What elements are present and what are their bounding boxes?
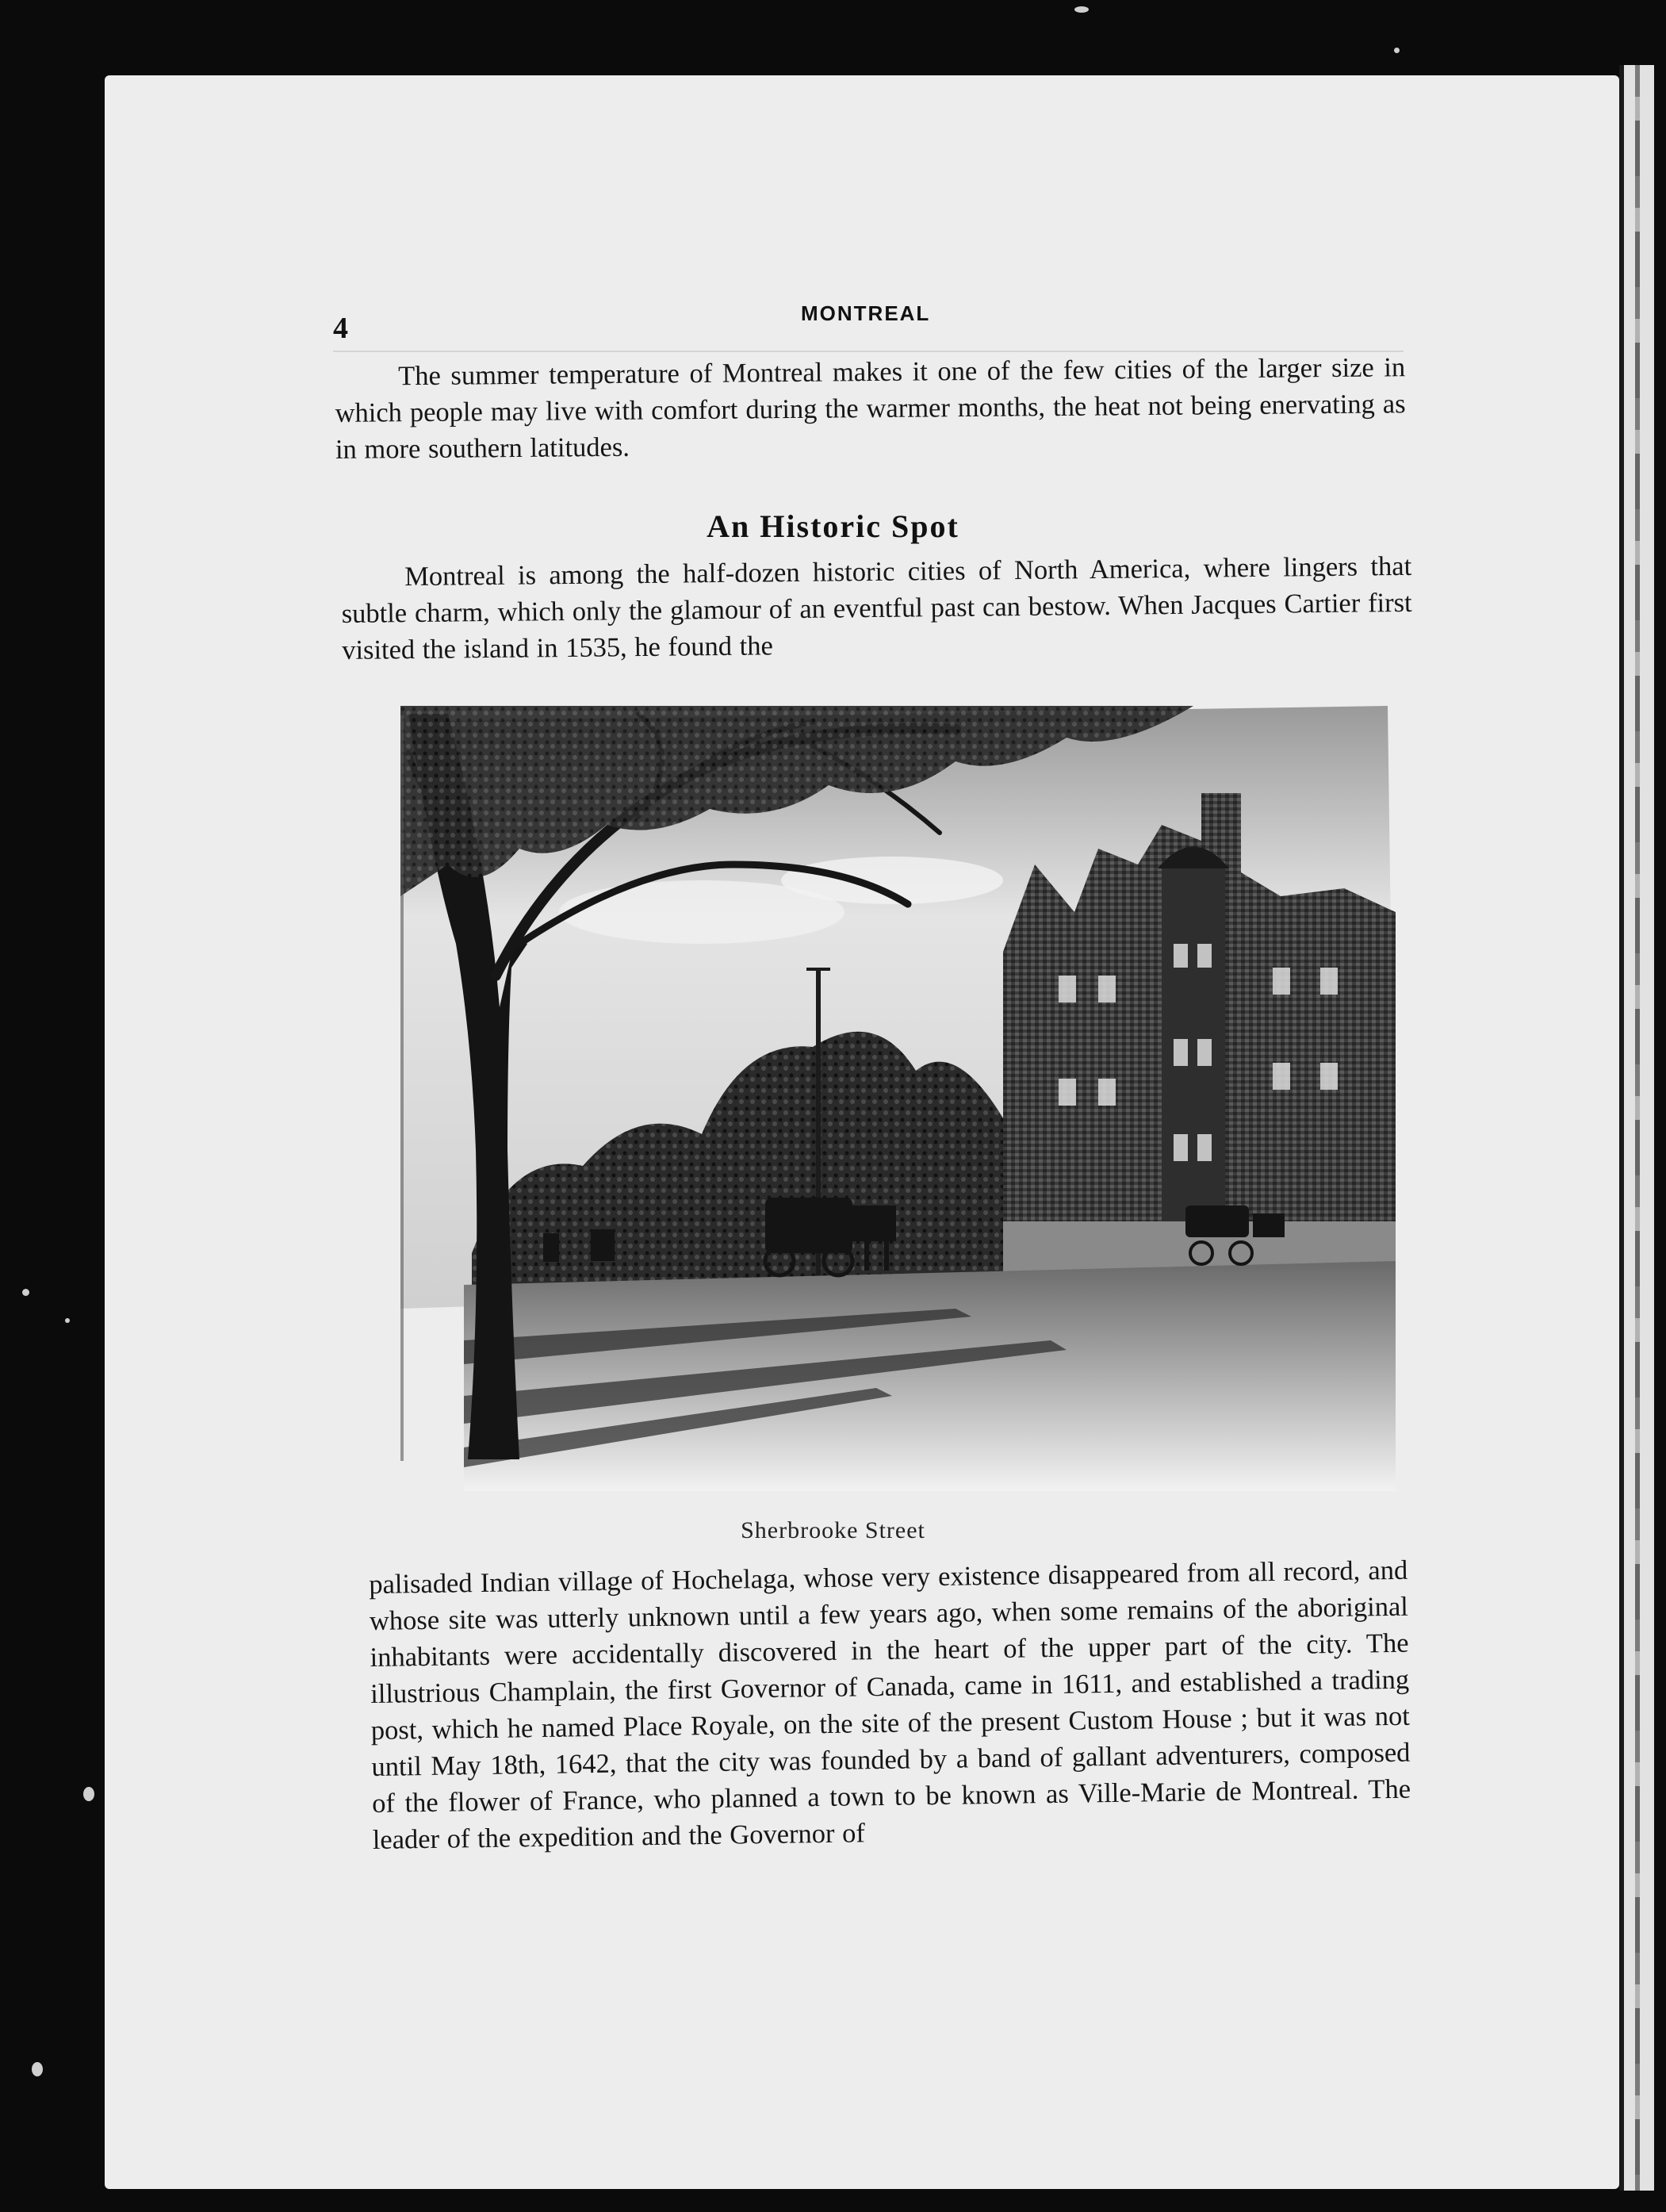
running-head: MONTREAL: [801, 301, 931, 325]
background-speck: [1074, 6, 1089, 13]
background-speck: [83, 1787, 94, 1801]
adjacent-page-edge: [1619, 65, 1654, 2191]
background-speck: [65, 1318, 70, 1323]
background-speck: [22, 1289, 29, 1296]
photo-illustration: [400, 706, 1396, 1491]
background-speck: [32, 2062, 43, 2076]
paragraph-hochelaga: palisaded Indian village of Hochelaga, whose very existence disappeared from all record, and whose site was utterly unknown until a few years ago, when some remains of the aboriginal inhabitants were accidentally discovered in the heart of the upper part of the city. The illustrious Champlain, the first Governor of Canada, came in 1611, and established a trading post, which he named Place Royale, on the site of the present Custom House ; but it was not until May 18th, 1642, that the city was founded by a band of gallant adventurers, composed of the flower of France, who planned a town to be known as Ville-Marie de Montreal. The leader of the expedition and the Governor of: [369, 1555, 1411, 1855]
background-speck: [1394, 48, 1400, 53]
sherbrooke-street-photo: [400, 706, 1396, 1491]
page-number: 4: [333, 312, 348, 345]
photo-caption: Sherbrooke Street: [741, 1517, 925, 1543]
paragraph-summer-temperature: The summer temperature of Montreal makes it one of the few cities of the larger size in which people may live with comfort during the warmer months, the heat not being enervating as in more southern latitudes.: [335, 352, 1406, 465]
paragraph-historic-cities: Montreal is among the half-dozen historic cities of North America, where lingers that subtle charm, which only the glamour of an eventful past can bestow. When Jacques Cartier first visited the island in 1535, he found the: [341, 550, 1412, 665]
page-edge-streak: [1635, 65, 1640, 2191]
section-heading: An Historic Spot: [707, 508, 959, 544]
